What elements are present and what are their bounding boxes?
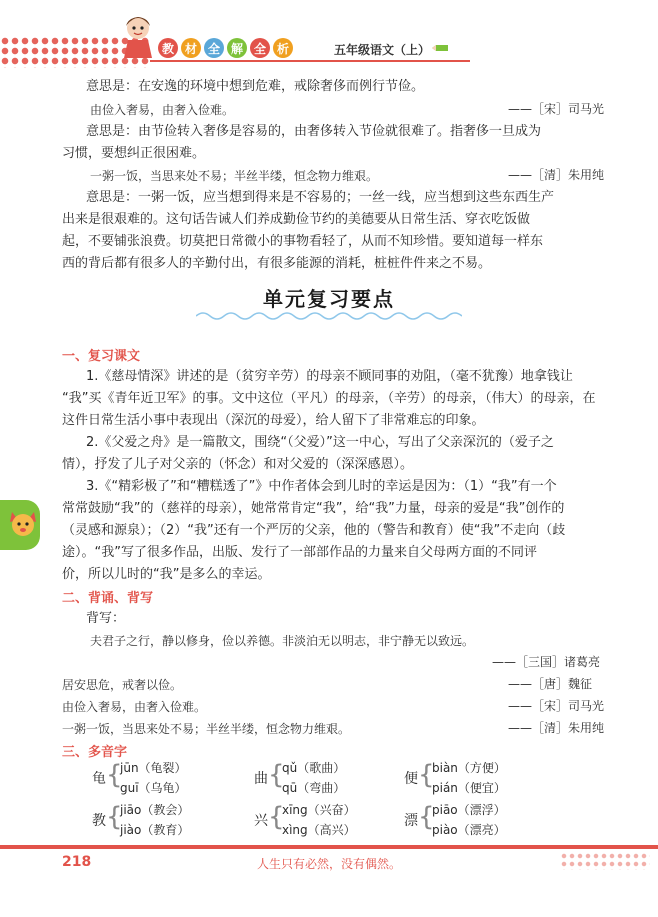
pinyin-reading: biàn（方便） <box>432 761 506 775</box>
polyphone-char: 漂 <box>404 813 418 829</box>
pinyin-reading: qū（弯曲） <box>282 781 346 795</box>
recite-author: ——［三国］诸葛亮 <box>492 655 601 669</box>
text-line: 这件日常生活小事中表现出（深沉的母爱），给人留下了非常难忘的印象。 <box>62 413 485 428</box>
subheading-polyphones: 三、多音字 <box>62 745 128 760</box>
text-line: 意思是：一粥一饭，应当想到得来是不容易的；一丝一线，应当想到这些东西生产 <box>86 190 555 205</box>
recite-author: ——［清］朱用纯 <box>508 721 605 735</box>
polyphone-char: 教 <box>92 813 106 829</box>
badge-char: 教 <box>158 38 178 58</box>
text-line: 2.《父爱之舟》是一篇散文，围绕“（父爱）”这一中心，写出了父亲深沉的（爱子之 <box>86 435 554 450</box>
wave-divider <box>196 310 462 322</box>
polyphone-char: 便 <box>404 771 418 787</box>
pinyin-reading: guī（乌龟） <box>120 781 187 795</box>
pinyin-reading: pián（便宜） <box>432 781 506 795</box>
recite-line: 居安思危，戒奢以俭。 <box>62 678 183 692</box>
quote-line: 一粥一饭，当思来处不易；半丝半缕，恒念物力维艰。 <box>90 169 379 183</box>
text-line: 途）。“我”写了很多作品，出版、发行了一部部作品的力量来自父母两方面的不同评 <box>62 545 537 560</box>
quote-line: 由俭入奢易，由奢入俭难。 <box>90 103 235 117</box>
text-line: 常常鼓励“我”的（慈祥的母亲），她常常肯定“我”，给“我”力量，母亲的爱是“我”创作的 <box>62 501 565 516</box>
footer-rule <box>0 845 658 849</box>
polyphone-char: 龟 <box>92 771 106 787</box>
series-title-badges <box>158 38 293 58</box>
text-line: “我”买《青年近卫军》的事。文中这位（平凡）的母亲，（辛劳）的母亲，（伟大）的母亲，在 <box>62 391 596 406</box>
text-line: 价，所以儿时的“我”是多么的幸运。 <box>62 567 271 582</box>
text-line: 出来是很艰难的。这句话告诫人们养成勤俭节约的美德要从日常生活、穿衣吃饭做 <box>62 212 531 227</box>
badge-char: 全 <box>250 38 270 58</box>
quote-author: ——［宋］司马光 <box>508 102 605 116</box>
badge-char: 全 <box>204 38 224 58</box>
pencil-icon <box>432 44 448 52</box>
recite-label: 背写： <box>86 611 126 626</box>
brace-icon: { <box>106 802 123 832</box>
recite-line: 夫君子之行，静以修身，俭以养德。非淡泊无以明志，非宁静无以致远。 <box>90 634 475 648</box>
text-line: 情），抒发了儿子对父亲的（怀念）和对父爱的（深深感恩）。 <box>62 457 414 472</box>
text-line: 意思是：在安逸的环境中想到危难，戒除奢侈而例行节俭。 <box>86 79 425 94</box>
text-line: 意思是：由节俭转入奢侈是容易的，由奢侈转入节俭就很难了。指奢侈一旦成为 <box>86 124 542 139</box>
text-line: 3.《“精彩极了”和“糟糕透了”》中作者体会到儿时的幸运是因为：（1）“我”有一个 <box>86 479 557 494</box>
fox-mascot-icon <box>8 508 38 538</box>
recite-line: 一粥一饭，当思来处不易；半丝半缕，恒念物力维艰。 <box>62 722 351 736</box>
recite-line: 由俭入奢易，由奢入俭难。 <box>62 700 207 714</box>
polyphone-char: 曲 <box>254 771 268 787</box>
text-line: （灵感和源泉）；（2）“我”还有一个严厉的父亲，他的（警告和教育）使“我”不走向（歧 <box>62 523 566 538</box>
page-number: 218 <box>62 854 92 870</box>
subheading-recite: 二、背诵、背写 <box>62 591 154 606</box>
text-line: 西的背后都有很多人的辛勤付出，有很多能源的消耗，桩桩件件来之不易。 <box>62 256 492 271</box>
grade-label: 五年级语文（上） <box>334 43 431 57</box>
brace-icon: { <box>268 760 285 790</box>
quote-author: ——［清］朱用纯 <box>508 168 605 182</box>
badge-char: 材 <box>181 38 201 58</box>
mascot-girl-icon <box>118 12 158 60</box>
badge-char: 析 <box>273 38 293 58</box>
text-line: 起，不要铺张浪费。切莫把日常微小的事物看轻了，从而不知珍惜。要知道每一样东 <box>62 234 544 249</box>
pinyin-reading: piào（漂亮） <box>432 823 506 837</box>
brace-icon: { <box>268 802 285 832</box>
subheading-review: 一、复习课文 <box>62 349 141 364</box>
pinyin-reading: jiāo（教会） <box>120 803 190 817</box>
badge-char: 解 <box>227 38 247 58</box>
pinyin-reading: xīng（兴奋） <box>282 803 356 817</box>
recite-author: ——［宋］司马光 <box>508 699 605 713</box>
text-line: 1.《慈母情深》讲述的是（贫穷辛劳）的母亲不顾同事的劝阻，（毫不犹豫）地拿钱让 <box>86 369 573 384</box>
polyphone-char: 兴 <box>254 813 268 829</box>
brace-icon: { <box>106 760 123 790</box>
pinyin-reading: xìng（高兴） <box>282 823 356 837</box>
pinyin-reading: piāo（漂浮） <box>432 803 506 817</box>
recite-author: ——［唐］魏征 <box>508 677 593 691</box>
brace-icon: { <box>418 802 435 832</box>
header-rule <box>150 60 470 62</box>
footer-dot-pattern <box>560 852 650 870</box>
brace-icon: { <box>418 760 435 790</box>
pinyin-reading: jiào（教育） <box>120 823 190 837</box>
pinyin-reading: qǔ（歌曲） <box>282 761 346 775</box>
footer-motto: 人生只有必然，没有偶然。 <box>256 857 401 871</box>
section-title: 单元复习要点 <box>263 287 395 311</box>
pinyin-reading: jūn（龟裂） <box>120 761 187 775</box>
text-line: 习惯，要想纠正很困难。 <box>62 146 206 161</box>
